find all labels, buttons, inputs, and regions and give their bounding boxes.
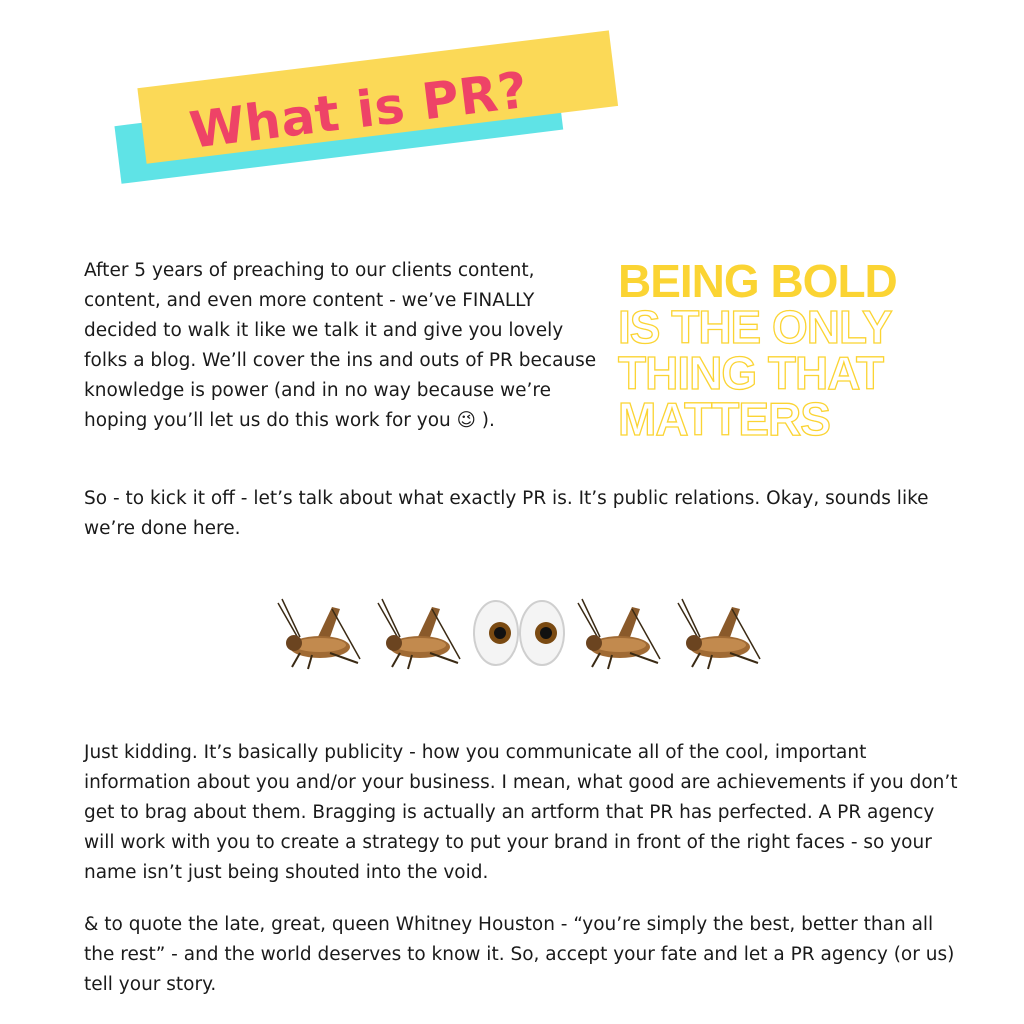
callout-line-3: THING THAT [618,347,884,399]
callout-line-1: BEING BOLD [618,255,897,307]
body-paragraph-4: & to quote the late, great, queen Whitney Houston - “you’re simply the best, better than all the rest” - and the world deserves to know it. So, accept your fate and let a PR agency (or us) tell your story. [84,914,955,995]
eyes-icon [468,593,568,673]
cricket-icon [668,593,768,673]
intro-paragraph: After 5 years of preaching to our clients content, content, and even more content - we’ve FINALLY decided to walk it like we talk it and give you lovely folks a blog. We’ll cover the ins and outs of PR because knowledge is power (and in no way because we’re hoping you’ll let us do this work for you 😉 ). [84,260,597,431]
callout-line-2: IS THE ONLY [618,301,892,353]
page-title: What is PR? [186,60,531,160]
emoji-row [268,588,768,678]
title-banner [110,30,630,210]
callout-line-4: MATTERS [618,393,830,445]
body-paragraph-2: So - to kick it off - let’s talk about what exactly PR is. It’s public relations. Okay, sounds like we’re done here. [84,488,929,539]
cricket-icon [268,593,368,673]
being-bold-callout [618,255,958,445]
cricket-icon [568,593,668,673]
cricket-icon [368,593,468,673]
body-paragraph-3: Just kidding. It’s basically publicity - how you communicate all of the cool, important information about you and/or your business. I mean, what good are achievements if you don’t get to brag about them. Bragging is actually an artform that PR has perfected. A PR agency will work with you to create a strategy to put your brand in front of the right faces - so your name isn’t just being shouted into the void. [84,742,958,883]
